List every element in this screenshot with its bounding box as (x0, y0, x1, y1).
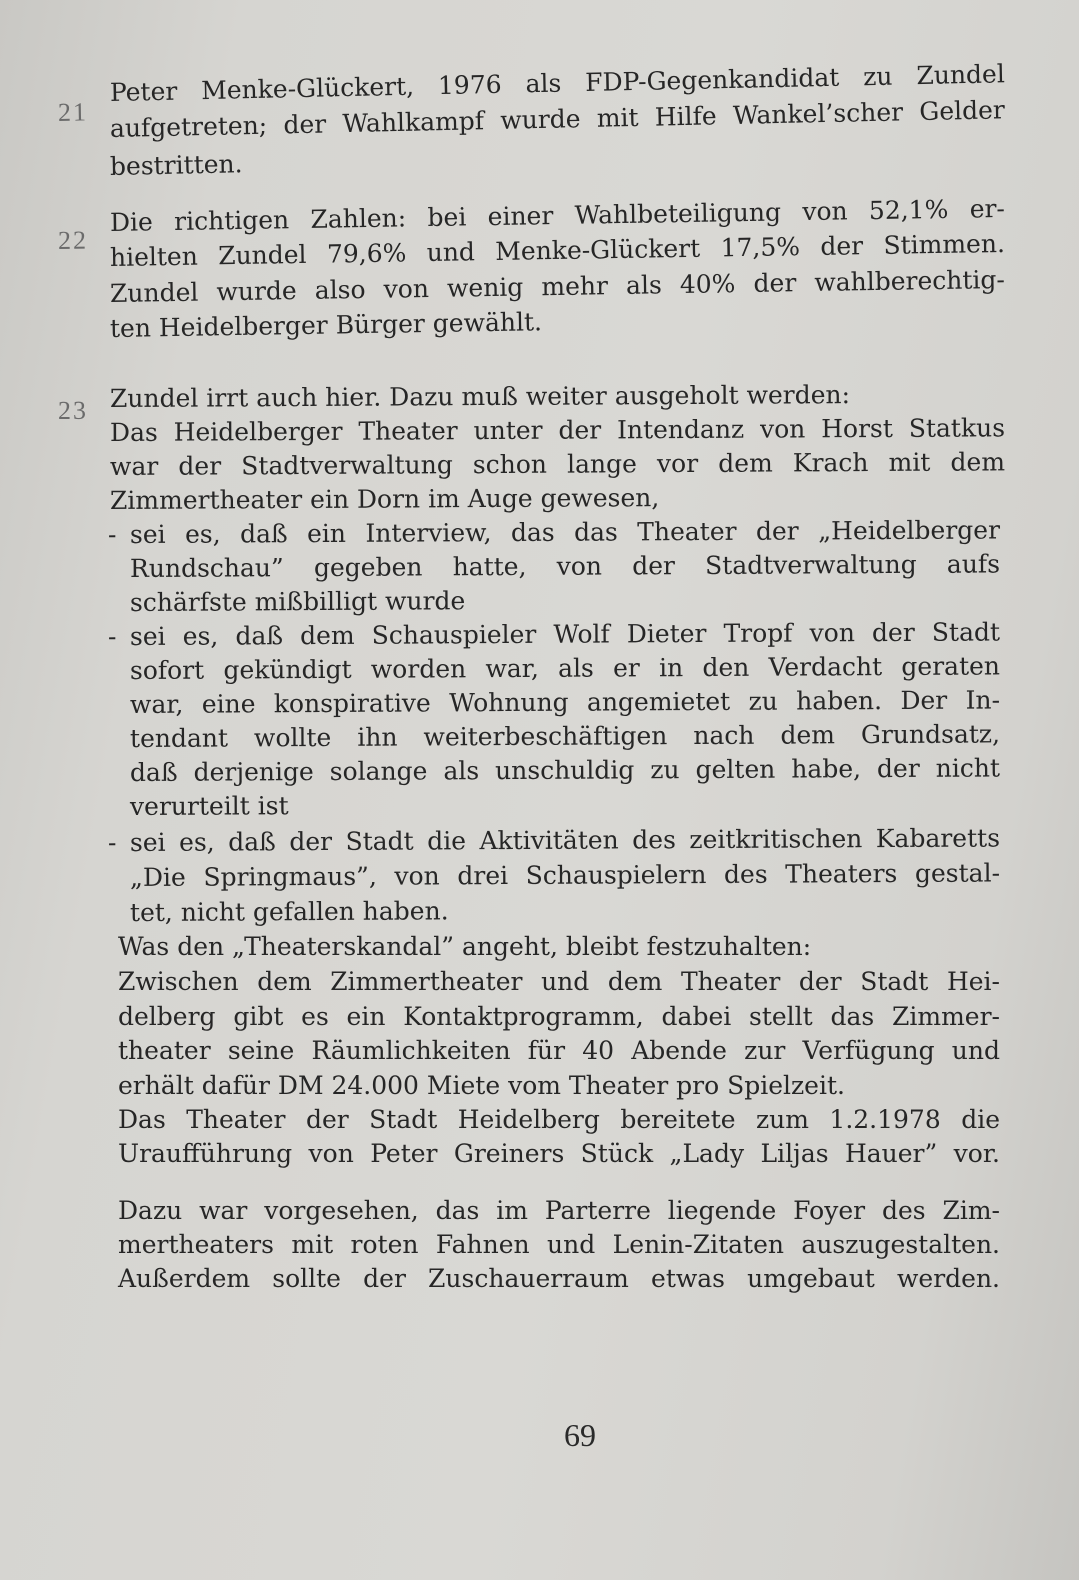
text-line: tendant wollte ihn weiterbeschäftigen nach dem Grundsatz, (129, 719, 1001, 753)
text-line: aufgetreten; der Wahlkampf wurde mit Hilfe Wankel’scher Gelder (109, 95, 1006, 143)
text-line: verurteilt ist (129, 791, 289, 821)
text-line: Außerdem sollte der Zuschauerraum etwas umgebaut werden. (118, 1264, 1000, 1293)
text-line: sei es, daß dem Schauspieler Wolf Dieter Tropf von der Stadt (129, 617, 1001, 651)
bullet-dash: - (107, 519, 117, 549)
text-line: Das Theater der Stadt Heidelberg bereitete zum 1.2.1978 die (118, 1105, 1000, 1134)
text-line: Dazu war vorgesehen, das im Parterre liegende Foyer des Zim- (118, 1196, 1000, 1225)
footnote-number: 22 (57, 225, 89, 255)
text-line: war der Stadtverwaltung schon lange vor dem Krach mit dem (109, 447, 1006, 481)
text-line: Zundel wurde also von wenig mehr als 40% der wahlberechtig- (109, 264, 1006, 308)
text-line: Rundschau” gegeben hatte, von der Stadtverwaltung aufs (129, 549, 1001, 583)
text-line: Was den „Theaterskandal” angeht, bleibt festzuhalten: (118, 932, 812, 961)
text-line: schärfste mißbilligt wurde (129, 586, 466, 617)
text-line: Uraufführung von Peter Greiners Stück „Lady Liljas Hauer” vor. (118, 1139, 1000, 1168)
text-line: bestritten. (109, 149, 243, 181)
bullet-dash: - (107, 827, 117, 857)
text-line: Zwischen dem Zimmertheater und dem Theater der Stadt Hei- (118, 967, 1000, 996)
text-line: ten Heidelberger Bürger gewählt. (109, 307, 543, 343)
page-number: 69 (564, 1417, 596, 1453)
text-line: mertheaters mit roten Fahnen und Lenin-Zitaten auszugestalten. (118, 1230, 1000, 1259)
text-line: erhält dafür DM 24.000 Miete vom Theater pro Spielzeit. (118, 1071, 845, 1100)
text-line: Peter Menke-Glückert, 1976 als FDP-Gegenkandidat zu Zundel (109, 59, 1006, 107)
text-line: theater seine Räumlichkeiten für 40 Abende zur Verfügung und (118, 1036, 1000, 1065)
text-line: hielten Zundel 79,6% und Menke-Glückert 17,5% der Stimmen. (109, 228, 1006, 272)
text-line: Die richtigen Zahlen: bei einer Wahlbeteiligung von 52,1% er- (109, 193, 1006, 237)
text-line: Zundel irrt auch hier. Dazu muß weiter ausgeholt werden: (109, 380, 851, 413)
text-line: daß derjenige solange als unschuldig zu gelten habe, der nicht (129, 753, 1001, 787)
text-line: „Die Springmaus”, von drei Schauspielern des Theaters gestal- (129, 858, 1001, 892)
footnote-number: 23 (57, 395, 89, 425)
text-line: war, eine konspirative Wohnung angemietet zu haben. Der In- (129, 685, 1001, 719)
text-line: Das Heidelberger Theater unter der Intendanz von Horst Statkus (109, 413, 1006, 447)
text-line: delberg gibt es ein Kontaktprogramm, dabei stellt das Zimmer- (118, 1002, 1000, 1031)
text-line: Zimmertheater ein Dorn im Auge gewesen, (109, 483, 660, 515)
text-line: tet, nicht gefallen haben. (129, 896, 449, 927)
text-line: sofort gekündigt worden war, als er in den Verdacht geraten (129, 651, 1001, 685)
bullet-dash: - (107, 621, 117, 651)
footnote-number: 21 (57, 97, 89, 127)
text-line: sei es, daß ein Interview, das das Theater der „Heidelberger (129, 515, 1001, 549)
text-line: sei es, daß der Stadt die Aktivitäten des zeitkritischen Kabaretts (129, 823, 1001, 857)
